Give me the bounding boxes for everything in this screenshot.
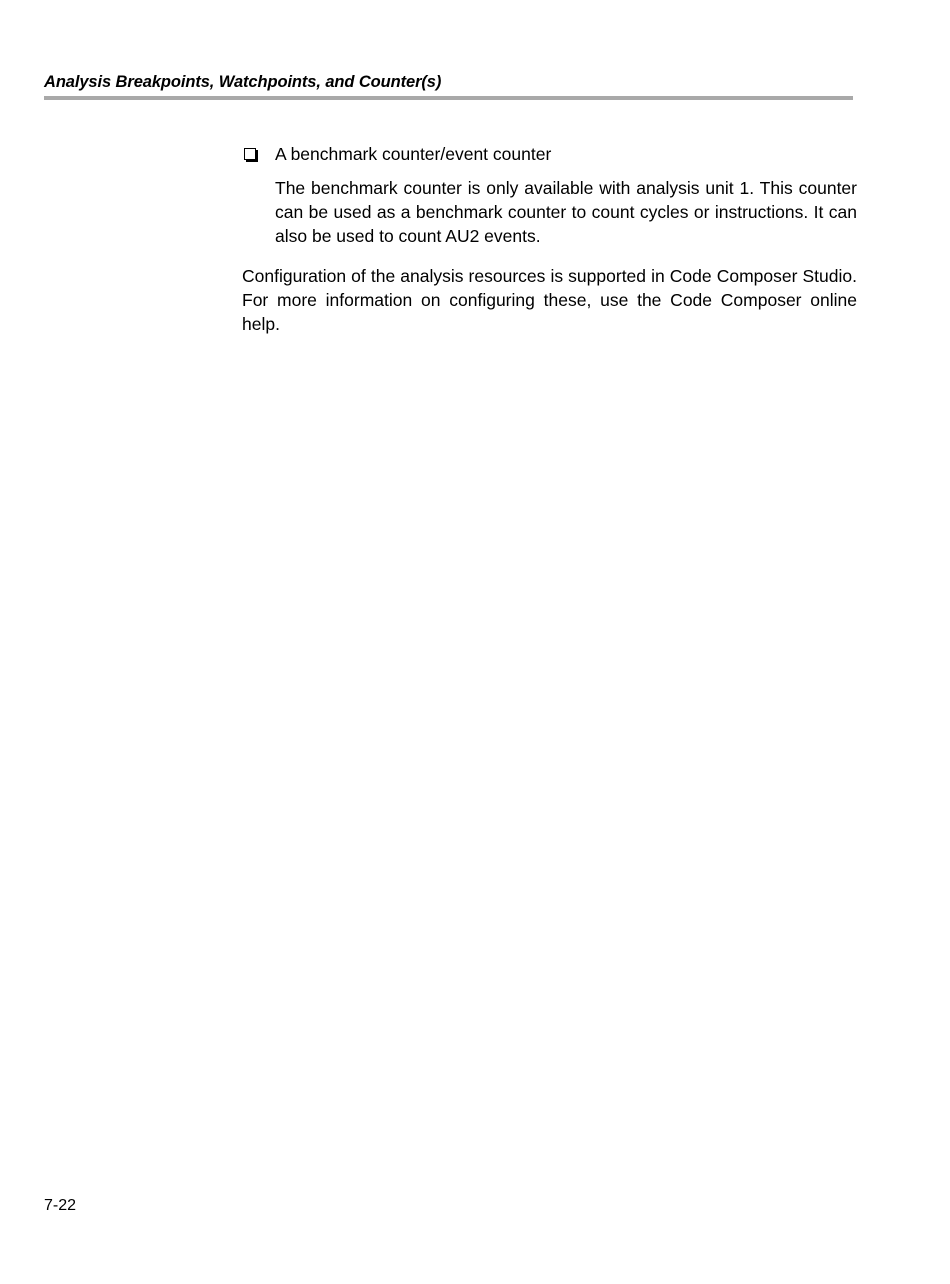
bullet-description: The benchmark counter is only available with analysis unit 1. This counter can be used as a benchmark counter to count cycles or instructions. It can also be used to count AU2 events.: [275, 178, 857, 246]
bullet-item: [242, 142, 857, 248]
page-number: 7-22: [44, 1197, 77, 1214]
square-bullet-icon: [244, 148, 256, 160]
page-content: [242, 142, 857, 336]
bullet-title: A benchmark counter/event counter: [275, 144, 552, 164]
body-paragraph: Configuration of the analysis resources is supported in Code Composer Studio. For more information on configuring these, use the Code Composer online help.: [242, 266, 857, 334]
running-header: Analysis Breakpoints, Watchpoints, and Counter(s): [44, 73, 442, 91]
header-rule: [44, 96, 853, 100]
